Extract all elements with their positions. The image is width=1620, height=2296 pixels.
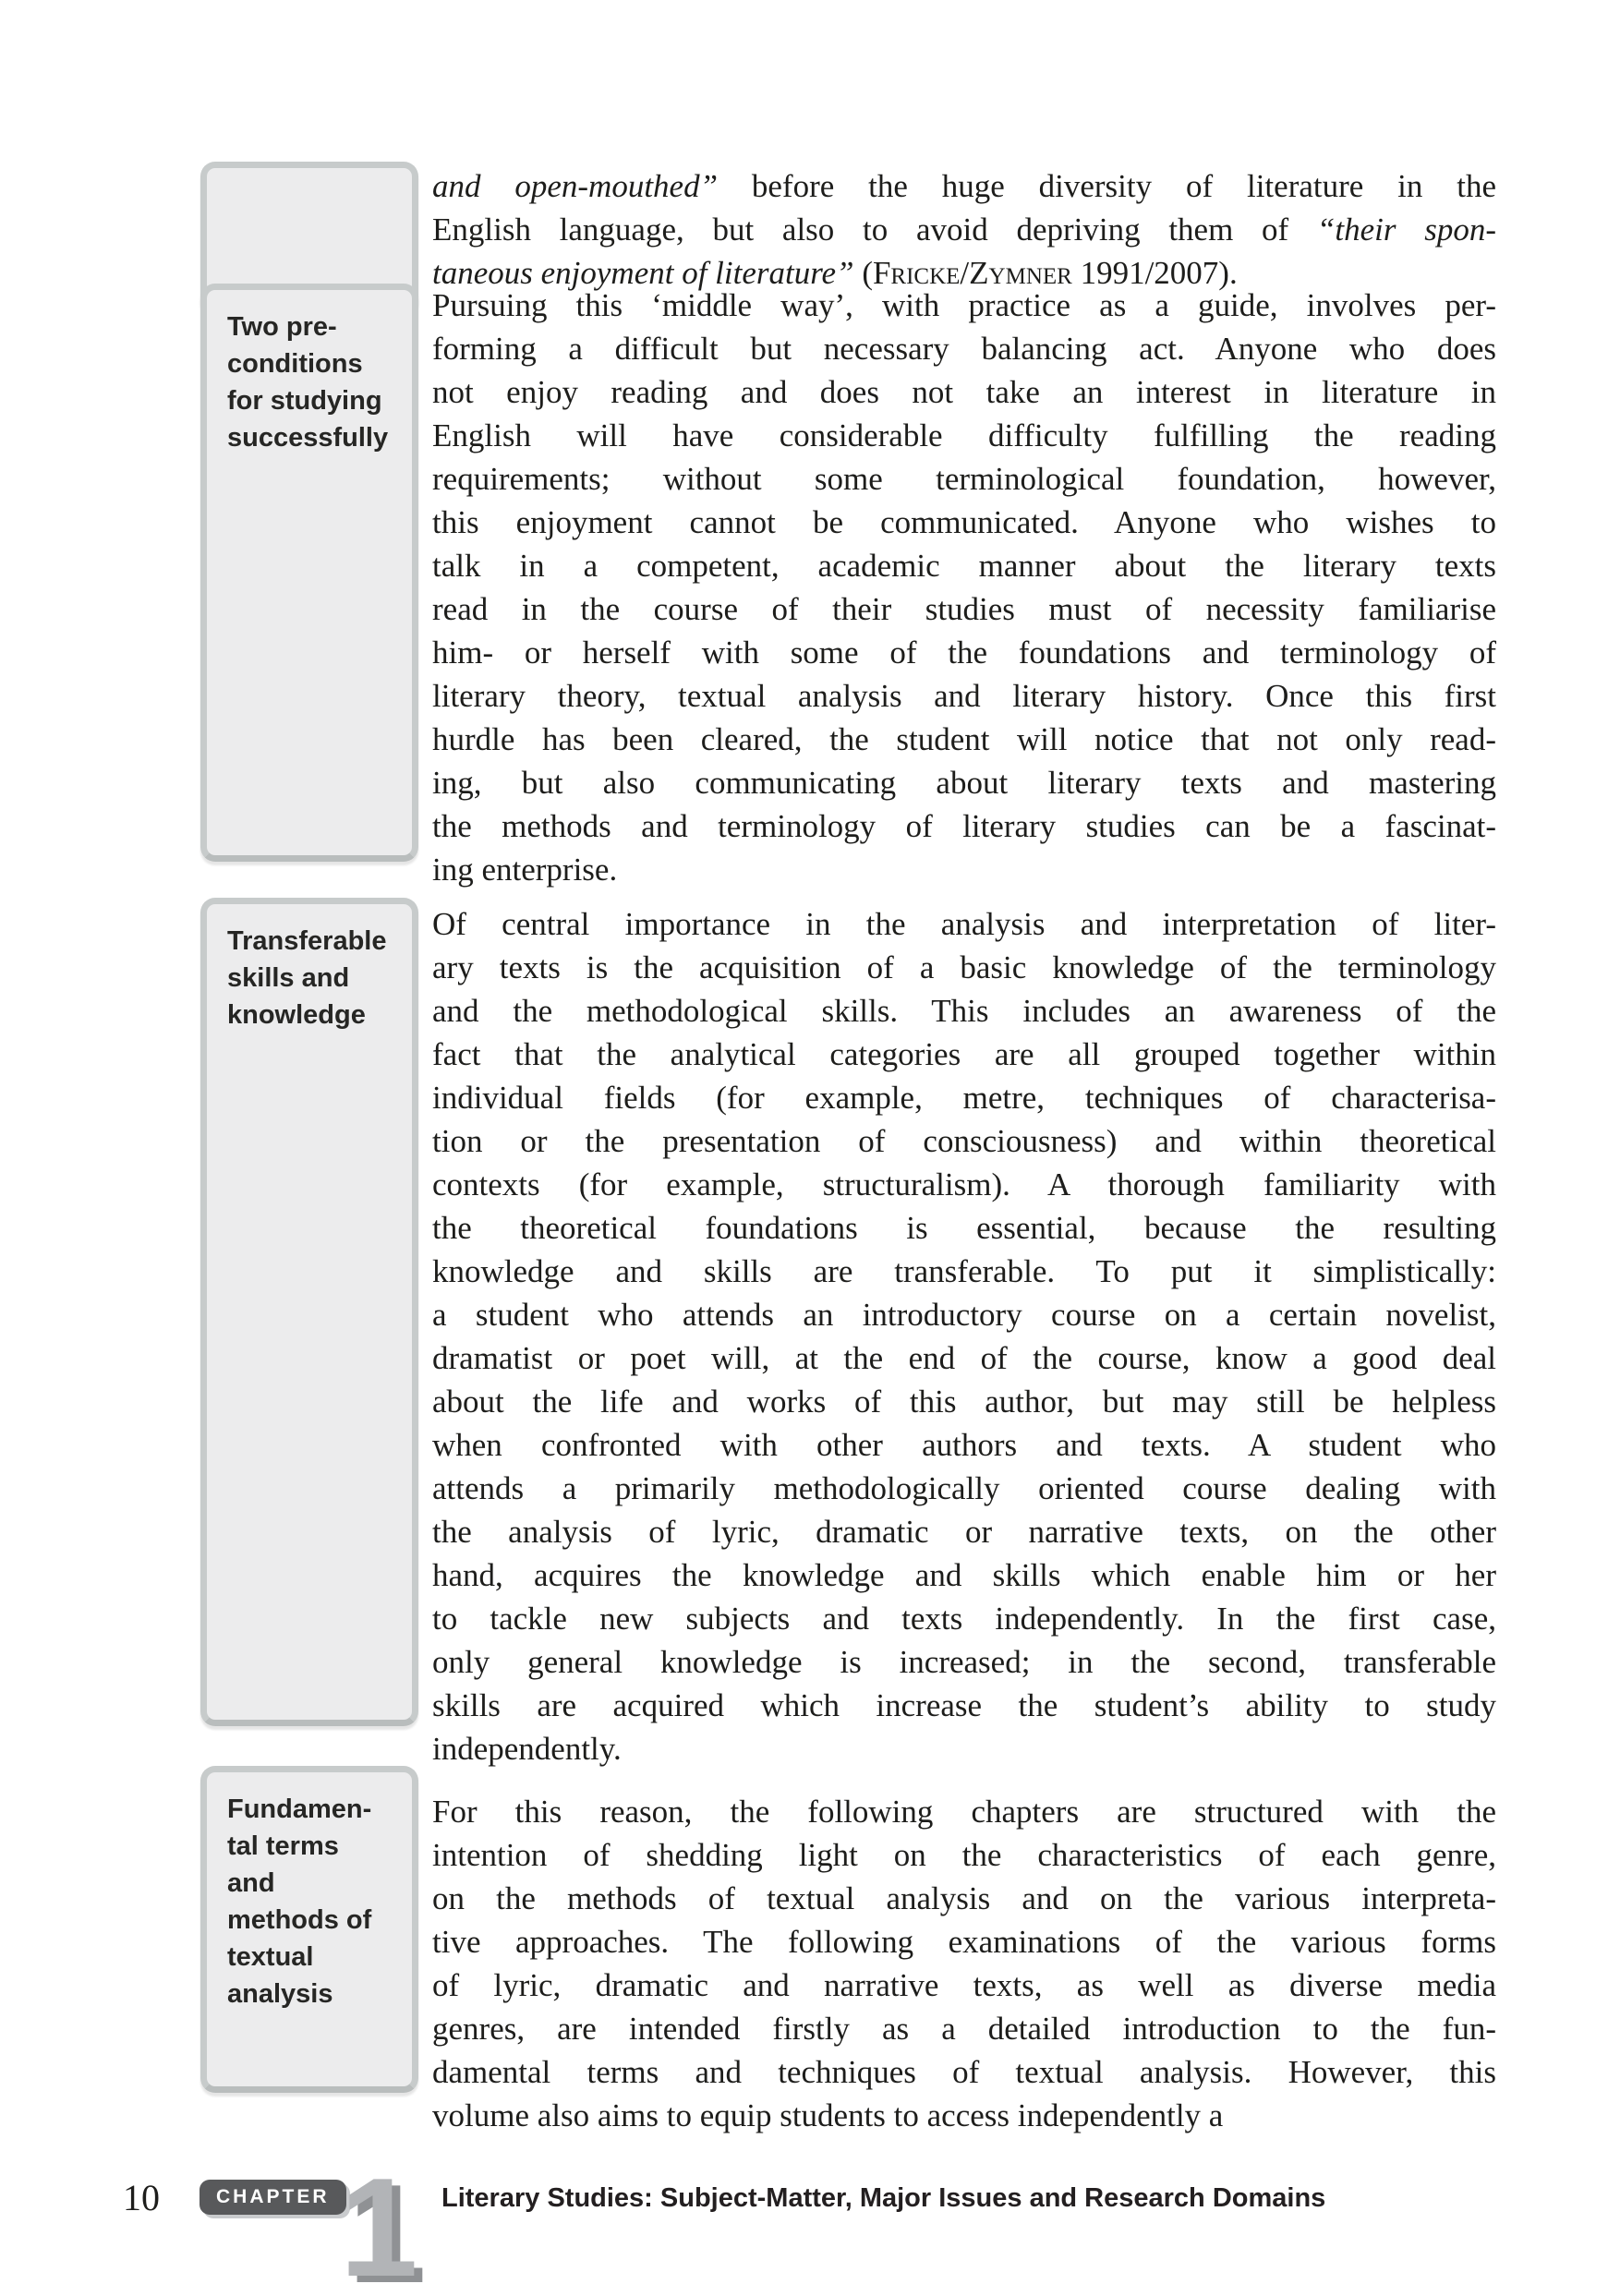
- text-line: [432, 1790, 1496, 1833]
- margin-note-line: for studying: [227, 386, 382, 416]
- text-segment: contexts (for example, structuralism). A thorough familiarity with: [432, 1166, 1496, 1202]
- chapter-number-numeral: 1: [340, 2149, 418, 2296]
- text-segment: damental terms and techniques of textual analysis. However, this: [432, 2054, 1496, 2090]
- text-line: [432, 848, 1496, 891]
- text-segment: a student who attends an introductory course on a certain novelist,: [432, 1297, 1496, 1333]
- margin-note-line: Two pre-: [227, 312, 337, 342]
- text-line: [432, 327, 1496, 370]
- text-line: [432, 674, 1496, 718]
- text-segment: the analysis of lyric, dramatic or narrative texts, on the other: [432, 1514, 1496, 1550]
- text-segment: For this reason, the following chapters are structured with the: [432, 1794, 1496, 1830]
- text-line: [432, 164, 1496, 208]
- text-segment: only general knowledge is increased; in the second, transferable: [432, 1644, 1496, 1680]
- chapter-badge-label: CHAPTER: [216, 2186, 330, 2207]
- paragraph: [432, 1790, 1496, 2137]
- text-segment: Of central importance in the analysis and interpretation of liter-: [432, 906, 1496, 942]
- text-segment: hurdle has been cleared, the student will notice that not only read-: [432, 721, 1496, 757]
- text-line: [432, 946, 1496, 989]
- text-segment: (: [853, 255, 873, 291]
- text-segment: fact that the analytical categories are all grouped together within: [432, 1036, 1496, 1072]
- text-segment: Fricke/Zymner: [872, 255, 1072, 291]
- text-line: [432, 1206, 1496, 1250]
- text-segment: 1991/2007).: [1071, 255, 1238, 291]
- text-segment: and the methodological skills. This includes an awareness of the: [432, 993, 1496, 1029]
- text-line: [432, 1553, 1496, 1597]
- text-line: [432, 1119, 1496, 1163]
- text-line: [432, 1964, 1496, 2007]
- text-line: [432, 989, 1496, 1033]
- text-line: [432, 208, 1496, 251]
- text-line: [432, 2007, 1496, 2050]
- text-line: [432, 1640, 1496, 1684]
- text-segment: about the life and works of this author, but may still be helpless: [432, 1384, 1496, 1420]
- text-line: [432, 1684, 1496, 1727]
- margin-note-line: and: [227, 1868, 275, 1898]
- text-segment: English will have considerable difficulty fulfilling the reading: [432, 417, 1496, 453]
- text-line: [432, 1877, 1496, 1920]
- margin-note-box: [200, 1766, 418, 2093]
- text-line: [432, 2094, 1496, 2137]
- text-segment: when confronted with other authors and texts. A student who: [432, 1427, 1496, 1463]
- text-line: [432, 1293, 1496, 1336]
- text-segment: hand, acquires the knowledge and skills which enable him or her: [432, 1557, 1496, 1593]
- text-line: [432, 1510, 1496, 1553]
- text-segment: requirements; without some terminological foundation, however,: [432, 461, 1496, 497]
- text-line: [432, 902, 1496, 946]
- text-line: [432, 718, 1496, 761]
- text-segment: read in the course of their studies must of necessity familiarise: [432, 591, 1496, 627]
- paragraph: [432, 284, 1496, 891]
- margin-note-line: textual: [227, 1942, 314, 1972]
- text-segment: ary texts is the acquisition of a basic knowledge of the terminology: [432, 949, 1496, 985]
- text-segment: this enjoyment cannot be communicated. Anyone who wishes to: [432, 504, 1496, 540]
- margin-note-box: [200, 284, 418, 862]
- text-segment: individual fields (for example, metre, techniques of characterisa-: [432, 1080, 1496, 1116]
- text-segment: talk in a competent, academic manner about the literary texts: [432, 548, 1496, 584]
- paragraph: [432, 902, 1496, 1770]
- text-segment: ing, but also communicating about literary texts and mastering: [432, 765, 1496, 801]
- text-segment: the theoretical foundations is essential, because the resulting: [432, 1210, 1496, 1246]
- text-segment: Pursuing this ‘middle way’, with practice as a guide, involves per-: [432, 287, 1496, 323]
- text-segment: of lyric, dramatic and narrative texts, as well as diverse media: [432, 1967, 1496, 2003]
- text-segment: before the huge diversity of literature in the: [718, 168, 1496, 204]
- text-line: [432, 1467, 1496, 1510]
- margin-note-line: Transferable: [227, 926, 387, 956]
- text-line: [432, 1250, 1496, 1293]
- text-line: [432, 544, 1496, 587]
- text-segment: tion or the presentation of consciousness) and within theoretical: [432, 1123, 1496, 1159]
- text-line: [432, 761, 1496, 804]
- text-line: [432, 1597, 1496, 1640]
- text-segment: volume also aims to equip students to access independently a: [432, 2097, 1224, 2133]
- margin-note-line: Fundamen-: [227, 1795, 372, 1824]
- text-segment: not enjoy reading and does not take an interest in literature in: [432, 374, 1496, 410]
- text-line: [432, 1380, 1496, 1423]
- text-line: [432, 370, 1496, 414]
- text-line: [432, 1423, 1496, 1467]
- text-line: [432, 804, 1496, 848]
- paragraph: [432, 164, 1496, 295]
- text-line: [432, 1163, 1496, 1206]
- text-segment: English language, but also to avoid depriving them of: [432, 211, 1317, 248]
- text-segment: taneous enjoyment of literature”: [432, 255, 854, 291]
- text-segment: tive approaches. The following examinations of the various forms: [432, 1924, 1496, 1960]
- text-line: [432, 587, 1496, 631]
- text-segment: independently.: [432, 1731, 622, 1767]
- text-line: [432, 414, 1496, 457]
- text-line: [432, 1727, 1496, 1770]
- text-line: [432, 1076, 1496, 1119]
- margin-note-line: conditions: [227, 349, 363, 379]
- text-segment: dramatist or poet will, at the end of the course, know a good deal: [432, 1340, 1496, 1376]
- page-number: 10: [123, 2177, 160, 2218]
- margin-note-line: methods of: [227, 1905, 372, 1935]
- margin-note-line: tal terms: [227, 1831, 339, 1861]
- text-segment: genres, are intended firstly as a detailed introduction to the fun-: [432, 2011, 1496, 2047]
- text-segment: forming a difficult but necessary balancing act. Anyone who does: [432, 331, 1496, 367]
- text-segment: intention of shedding light on the characteristics of each genre,: [432, 1837, 1496, 1873]
- margin-note-line: successfully: [227, 423, 389, 453]
- text-segment: to tackle new subjects and texts independently. In the first case,: [432, 1601, 1496, 1637]
- chapter-badge: [199, 2180, 346, 2215]
- text-line: [432, 284, 1496, 327]
- text-line: [432, 1336, 1496, 1380]
- text-line: [432, 631, 1496, 674]
- text-segment: skills are acquired which increase the student’s ability to study: [432, 1687, 1496, 1723]
- text-segment: attends a primarily methodologically oriented course dealing with: [432, 1470, 1496, 1506]
- text-segment: knowledge and skills are transferable. To put it simplistically:: [432, 1253, 1496, 1289]
- text-line: [432, 1920, 1496, 1964]
- margin-note-line: analysis: [227, 1979, 333, 2009]
- text-segment: “their spon-: [1316, 211, 1496, 248]
- text-line: [432, 1033, 1496, 1076]
- margin-note-box: [200, 898, 418, 1726]
- footer-running-title: Literary Studies: Subject-Matter, Major Issues and Research Domains: [441, 2183, 1326, 2213]
- margin-note-line: knowledge: [227, 1000, 366, 1030]
- text-segment: literary theory, textual analysis and literary history. Once this first: [432, 678, 1496, 714]
- text-segment: ing enterprise.: [432, 852, 618, 888]
- text-line: [432, 457, 1496, 501]
- text-line: [432, 501, 1496, 544]
- text-segment: on the methods of textual analysis and on the various interpreta-: [432, 1880, 1496, 1916]
- text-segment: and open-mouthed”: [432, 168, 719, 204]
- text-segment: the methods and terminology of literary studies can be a fascinat-: [432, 808, 1496, 844]
- margin-note-line: skills and: [227, 963, 350, 993]
- text-segment: him- or herself with some of the foundations and terminology of: [432, 634, 1496, 671]
- text-line: [432, 2050, 1496, 2094]
- text-line: [432, 1833, 1496, 1877]
